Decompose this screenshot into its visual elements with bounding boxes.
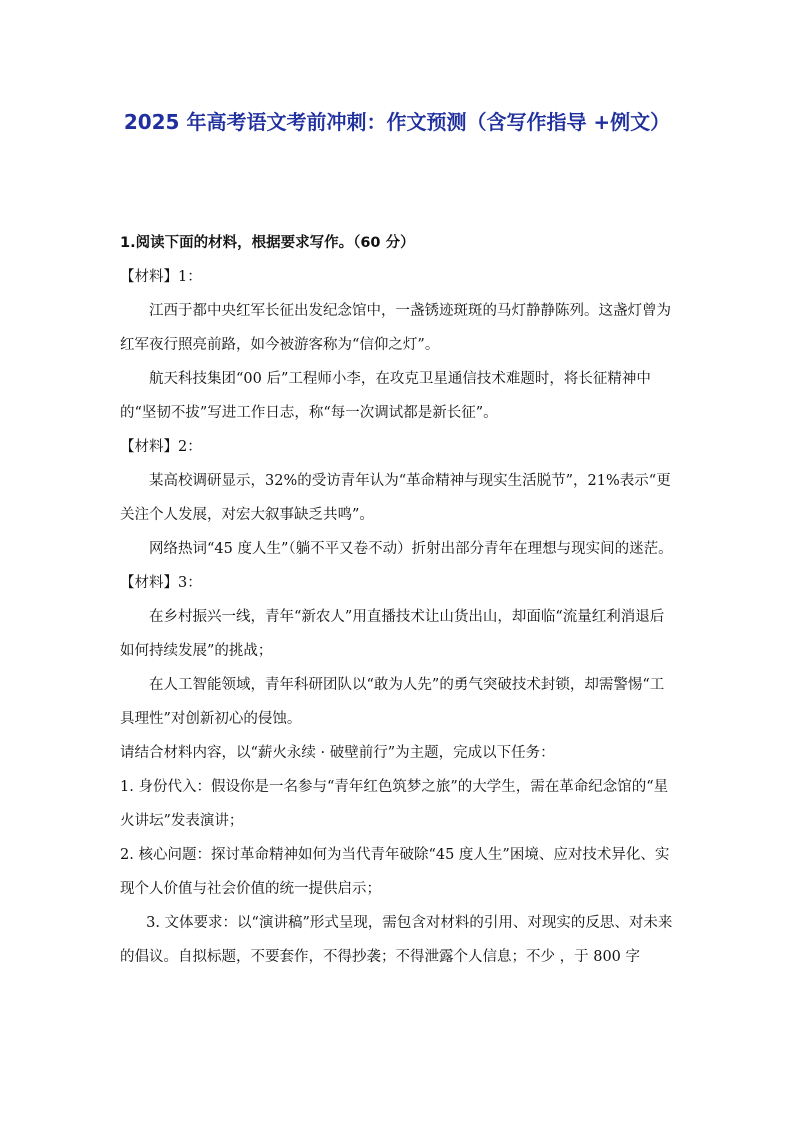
instruction-text: 请结合材料内容，以“薪火永续 · 破壁前行”为主题，完成以下任务： [120,745,555,761]
material-3-paragraph-2: 在人工智能领域，青年科研团队以“敢为人先”的勇气突破技术封锁，却需警惕“工具理性”对创新初心的侵蚀。 [120,677,665,727]
material-3-label: 【材料】3： [120,575,202,591]
document-title: 2025 年高考语文考前冲刺：作文预测（含写作指导 +例文） [123,110,671,134]
task-1: 1. 身份代入：假设你是一名参与“青年红色筑梦之旅”的大学生，需在革命纪念馆的“星火讲坛”发表演讲； [120,779,669,829]
material-3-paragraph-1: 在乡村振兴一线，青年“新农人”用直播技术让山货出山，却面临“流量红利消退后如何持续发展”的挑战； [120,609,665,659]
material-2-paragraph-2: 网络热词“45 度人生”（躺不平又卷不动）折射出部分青年在理想与现实间的迷茫。 [149,541,673,557]
task-2: 2. 核心问题：探讨革命精神如何为当代青年破除“45 度人生”困境、应对技术异化、实现个人价值与社会价值的统一提供启示； [120,847,670,897]
question-heading: 1.阅读下面的材料，根据要求写作。（60 分） [120,235,415,251]
material-1-paragraph-1: 江西于都中央红军长征出发纪念馆中，一盏锈迹斑斑的马灯静静陈列。这盏灯曾为红军夜行照亮前路，如今被游客称为“信仰之灯”。 [120,303,671,353]
material-1-paragraph-2: 航天科技集团“00 后”工程师小李，在攻克卫星通信技术难题时，将长征精神中的“坚韧不拔”写进工作日志，称“每一次调试都是新长征”。 [120,371,651,421]
material-1-label: 【材料】1： [120,269,202,285]
material-2-label: 【材料】2： [120,439,202,455]
document-content [120,226,676,974]
material-2-paragraph-1: 某高校调研显示，32%的受访青年认为“革命精神与现实生活脱节”，21%表示“更关注个人发展，对宏大叙事缺乏共鸣”。 [120,473,671,523]
task-3: 3. 文体要求：以“演讲稿”形式呈现，需包含对材料的引用、对现实的反思、对未来的倡议。自拟标题，不要套作，不得抄袭；不得泄露个人信息；不少 ，于 800 字 [120,915,673,965]
